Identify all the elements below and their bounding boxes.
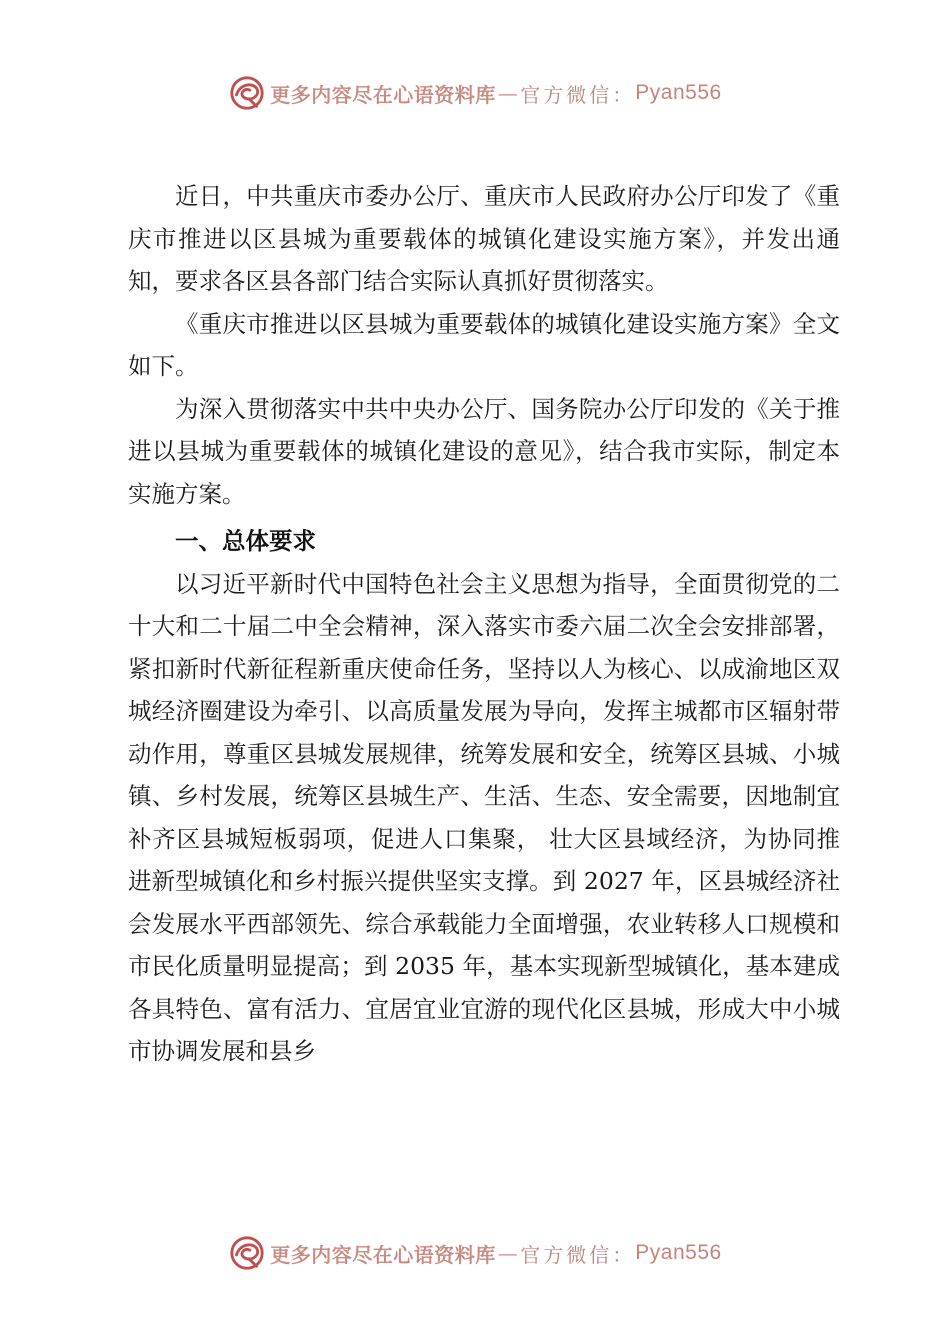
- paragraph-fulltext-note: 《重庆市推进以区县城为重要载体的城镇化建设实施方案》全文如下。: [128, 309, 840, 380]
- paragraph-overall-requirements: 以习近平新时代中国特色社会主义思想为指导，全面贯彻党的二十大和二十届二中全会精神，深入落实市委六届二次全会安排部署，紧扣新时代新征程新重庆使命任务，坚持以人为核心、以成渝地区双城经济圈建设为牵引、以高质量发展为导向，发挥主城都市区辐射带动作用，尊重区县城发展规律，统筹发展和安全，统筹区县城、小城镇、乡村发展，统筹区县城生产、生活、生态、安全需要，因地制宜补齐区县城短板弱项，促进人口集聚， 壮大区县域经济，为协同推进新型城镇化和乡村振兴提供坚实支撑。到 2027 年，区县城经济社会发展水平西部领先、综合承载能力全面增强，农业转移人口规模和市民化质量明显提高；到 2035 年，基本实现新型城镇化，基本建成各具特色、富有活力、宜居宜业宜游的现代化区县城，形成大中小城市协调发展和县乡: [128, 569, 840, 1065]
- watermark-text: 更多内容尽在心语资料库: [270, 82, 496, 107]
- watermark-header: [0, 73, 950, 113]
- swirl-seal-logo-icon: [228, 1234, 266, 1272]
- section-heading: 一、总体要求: [175, 527, 316, 555]
- watermark-dash: —: [497, 1241, 519, 1265]
- watermark-wechat-id: Pyan556: [635, 81, 722, 104]
- watermark-wechat-label: 官方微信：: [520, 1242, 636, 1267]
- document-body: [128, 175, 840, 1073]
- paragraph-intro: 近日，中共重庆市委办公厅、重庆市人民政府办公厅印发了《重庆市推进以区县城为重要载体的城镇化建设实施方案》，并发出通知，要求各区县各部门结合实际认真抓好贯彻落实。: [128, 182, 840, 295]
- watermark-footer: [0, 1233, 950, 1273]
- watermark-dash: —: [497, 81, 519, 105]
- swirl-seal-logo-icon: [228, 74, 266, 112]
- watermark-wechat-id: Pyan556: [635, 1241, 722, 1264]
- paragraph-purpose: 为深入贯彻落实中共中央办公厅、国务院办公厅印发的《关于推进以县城为重要载体的城镇化建设的意见》，结合我市实际，制定本实施方案。: [128, 394, 840, 508]
- watermark-text: 更多内容尽在心语资料库: [270, 1242, 496, 1267]
- watermark-wechat-label: 官方微信：: [520, 82, 636, 107]
